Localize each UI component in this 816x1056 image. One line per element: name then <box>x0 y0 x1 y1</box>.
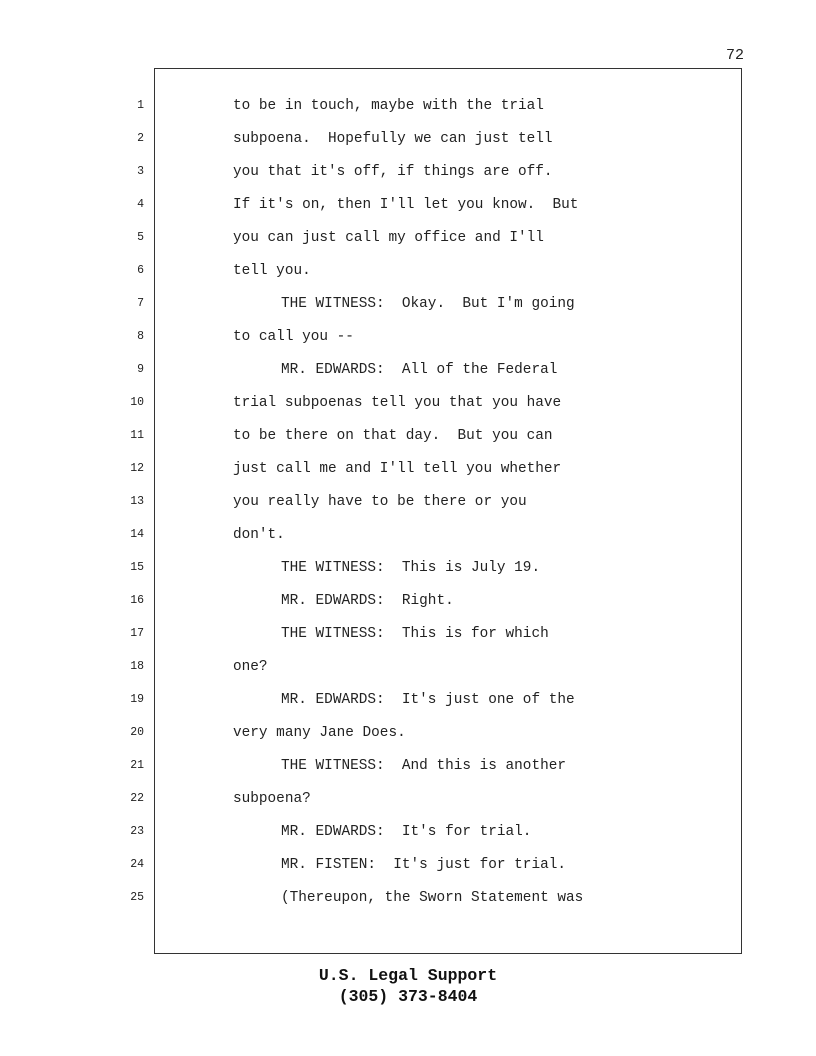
line-text: trial subpoenas tell you that you have <box>233 395 562 411</box>
line-number: 4 <box>137 198 144 211</box>
line-number: 1 <box>137 99 144 112</box>
line-text: THE WITNESS: And this is another <box>281 758 566 774</box>
line-text: just call me and I'll tell you whether <box>233 461 562 477</box>
line-text: you that it's off, if things are off. <box>233 164 553 180</box>
line-text: you can just call my office and I'll <box>233 230 544 246</box>
line-number: 17 <box>130 627 144 640</box>
line-text: don't. <box>233 527 285 543</box>
line-number: 3 <box>137 165 144 178</box>
page-number: 72 <box>725 47 744 64</box>
line-text: one? <box>233 659 268 675</box>
line-number: 6 <box>137 264 144 277</box>
line-text: MR. FISTEN: It's just for trial. <box>281 857 566 873</box>
line-text: MR. EDWARDS: Right. <box>281 593 454 609</box>
line-text: to be there on that day. But you can <box>233 428 553 444</box>
line-text: If it's on, then I'll let you know. But <box>233 197 579 213</box>
line-number: 7 <box>137 297 144 310</box>
line-text: THE WITNESS: Okay. But I'm going <box>281 296 575 312</box>
line-text: THE WITNESS: This is July 19. <box>281 560 541 576</box>
line-number: 16 <box>130 594 144 607</box>
line-number: 18 <box>130 660 144 673</box>
line-text: (Thereupon, the Sworn Statement was <box>281 890 584 906</box>
line-number: 13 <box>130 495 144 508</box>
line-text: you really have to be there or you <box>233 494 527 510</box>
line-number: 15 <box>130 561 144 574</box>
line-text: tell you. <box>233 263 311 279</box>
line-number: 21 <box>130 759 144 772</box>
line-number: 9 <box>137 363 144 376</box>
footer-company: U.S. Legal Support <box>318 966 498 985</box>
line-number: 11 <box>130 429 144 442</box>
line-number: 19 <box>130 693 144 706</box>
line-text: very many Jane Does. <box>233 725 406 741</box>
line-number: 20 <box>130 726 144 739</box>
line-text: to be in touch, maybe with the trial <box>233 98 544 114</box>
line-number: 5 <box>137 231 144 244</box>
line-text: subpoena. Hopefully we can just tell <box>233 131 553 147</box>
line-number: 10 <box>130 396 144 409</box>
line-number: 24 <box>130 858 144 871</box>
line-number: 22 <box>130 792 144 805</box>
line-text: subpoena? <box>233 791 311 807</box>
line-number: 2 <box>137 132 144 145</box>
line-text: THE WITNESS: This is for which <box>281 626 549 642</box>
line-number: 12 <box>130 462 144 475</box>
line-text: MR. EDWARDS: All of the Federal <box>281 362 558 378</box>
line-number: 23 <box>130 825 144 838</box>
line-number: 25 <box>130 891 144 904</box>
line-number: 8 <box>137 330 144 343</box>
line-text: to call you -- <box>233 329 354 345</box>
line-text: MR. EDWARDS: It's just one of the <box>281 692 575 708</box>
footer-phone: (305) 373-8404 <box>338 987 478 1006</box>
line-number: 14 <box>130 528 144 541</box>
line-text: MR. EDWARDS: It's for trial. <box>281 824 532 840</box>
